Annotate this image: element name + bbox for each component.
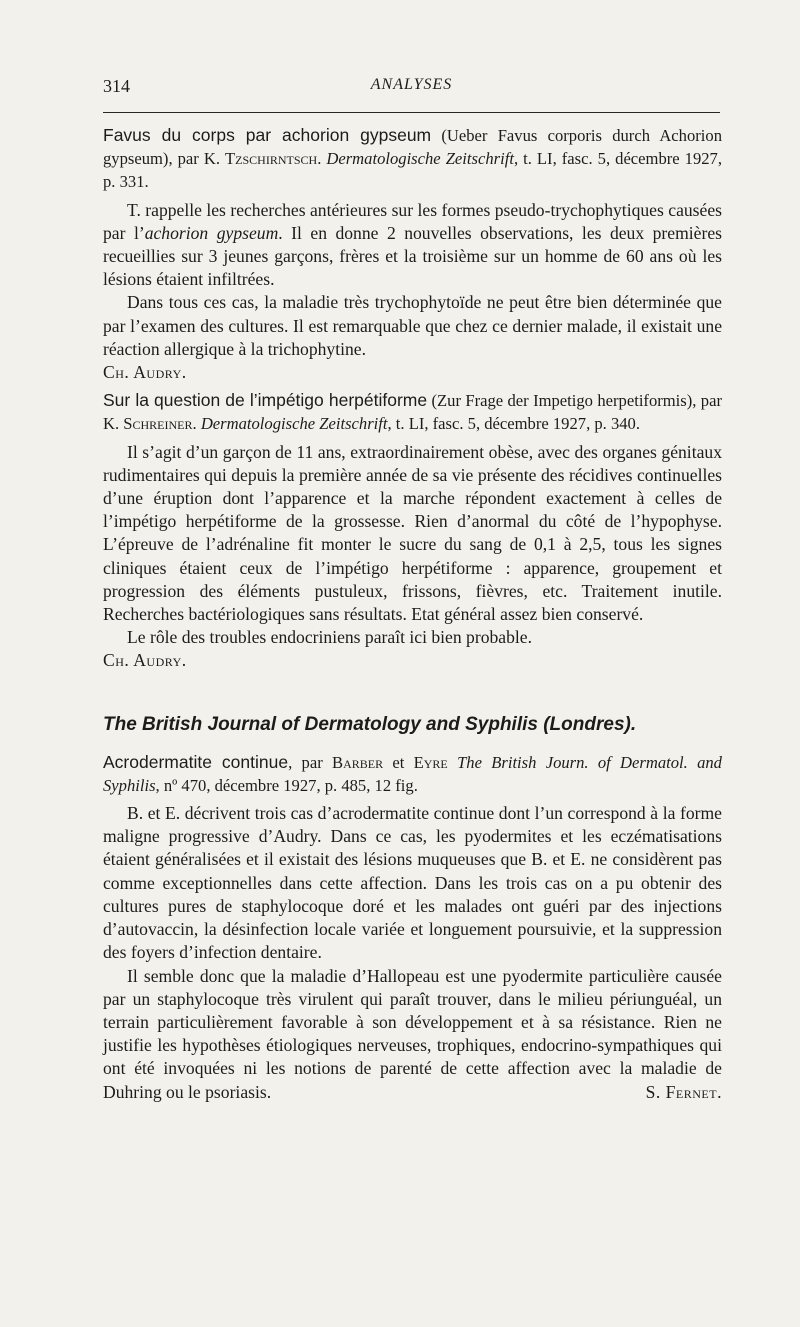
paragraph: B. et E. décrivent trois cas d’acrodermatite continue dont l’un correspond à la forme maligne progressive d’Audry. Dans ce cas, les pyodermites et les eczématisations étaient généralisées et il existait des lésions muqueuses que B. et E. ne considèrent pas comme exceptionnelles dans cette affection. Dans les trois cas on a pu obtenir des cultures pures de staphylocoque doré et les malades ont guéri par des injections d’autovaccin, la désinfection locale variée et longuement poursuivie, et la suppression des foyers d’infection dentaire. <box>103 803 722 963</box>
journal-name: Dermatologische Zeitschrift <box>200 414 388 434</box>
journal-heading: The British Journal of Dermatology and Syphilis (Londres). <box>103 713 637 735</box>
paragraph: Il semble donc que la maladie d’Hallopeau est une pyodermite particulière causée par un staphylocoque très virulent qui paraît trouver, dans le milieu périunguéal, un terrain particulièrement favorable à son développement et à sa résistance. Rien ne justifie les hypothèses étiologiques nerveuses, trophiques, endocrino-sympathiques qui ont été invoquées ni les notions de parenté de cette affection avec la maladie de Duhring ou le psoriasis. S. Fernet. <box>103 965 722 1104</box>
article-reference: , par Barber et Eyre The British Journ. of Dermatol. and Syphilis, nº 470, décembre 1927, p. 485, 12 fig. <box>103 752 722 795</box>
paragraph: T. rappelle les recherches antérieures sur les formes pseudo-trychophytiques causées par l’achorion gypseum. Il en donne 2 nouvelles observations, les deux premières recueillies sur 3 jeunes garçons, frères et la troisième sur un homme de 60 ans où les lésions étaient infiltrées. <box>103 199 722 290</box>
signature: S. Fernet. <box>645 1081 722 1102</box>
article-title: Sur la question de l’impétigo herpétiforme <box>103 390 428 411</box>
article-title: Acrodermatite continue <box>103 751 289 772</box>
page-number: 314 <box>103 76 130 96</box>
paragraph: Dans tous ces cas, la maladie très trychophytoïde ne peut être bien déterminée que par l’examen des cultures. Il est remarquable que chez ce dernier malade, il existait une réaction allergique à la trichophytine. <box>103 292 722 359</box>
page-header <box>103 76 720 100</box>
article-heading-acrodermatite <box>103 751 722 797</box>
running-title: ANALYSES <box>370 76 453 93</box>
paragraph: Il s’agit d’un garçon de 11 ans, extraordinairement obèse, avec des organes génitaux rudimentaires qui depuis la première année de sa vie présente des récidives continuelles d’une éruption dont l’apparence et la marche répondent exactement à celles de l’impétigo herpétiforme de la grossesse. Rien d’anormal du côté de l’hypophyse. L’épreuve de l’adrénaline fit monter le sucre du sang de 0,1 à 2,5, tous les signes cliniques étaient ceux de l’impétigo herpétiforme : apparence, groupement et progression des éléments pustuleux, frissons, fièvres, etc. Traitement inutile. Recherches bactériologiques sans résultats. Etat général assez bien conservé. <box>103 441 722 625</box>
author-name: Eyre <box>413 752 448 772</box>
author-name: Tzschirntsch <box>225 149 318 169</box>
article-title: Favus du corps par achorion gypseum <box>103 125 432 145</box>
article-heading-impetigo <box>103 389 722 435</box>
article-reference: (Ueber Favus corporis durch Achorion gypseum), par K. Tzschirntsch. Dermatologische Zeitschrift, t. LI, fasc. 5, décembre 1927, p. 331. <box>103 126 723 192</box>
page-body <box>103 124 722 1104</box>
paragraph: Le rôle des troubles endocriniens paraît ici bien probable. <box>127 627 532 648</box>
author-name: Barber <box>332 752 384 772</box>
header-rule <box>103 112 720 113</box>
signature: Ch. Audry. <box>103 362 187 383</box>
article-reference: (Zur Frage der Impetigo herpetiformis), par K. Schreiner. Dermatologische Zeitschrift, t. LI, fasc. 5, décembre 1927, p. 340. <box>103 391 722 434</box>
author-name: Schreiner <box>123 414 193 434</box>
journal-name: The British Journ. of Dermatol. and Syphilis <box>103 752 722 795</box>
article-heading-favus <box>103 124 722 194</box>
journal-name: Dermatologische Zeitschrift <box>326 149 514 169</box>
signature: Ch. Audry. <box>103 650 187 671</box>
